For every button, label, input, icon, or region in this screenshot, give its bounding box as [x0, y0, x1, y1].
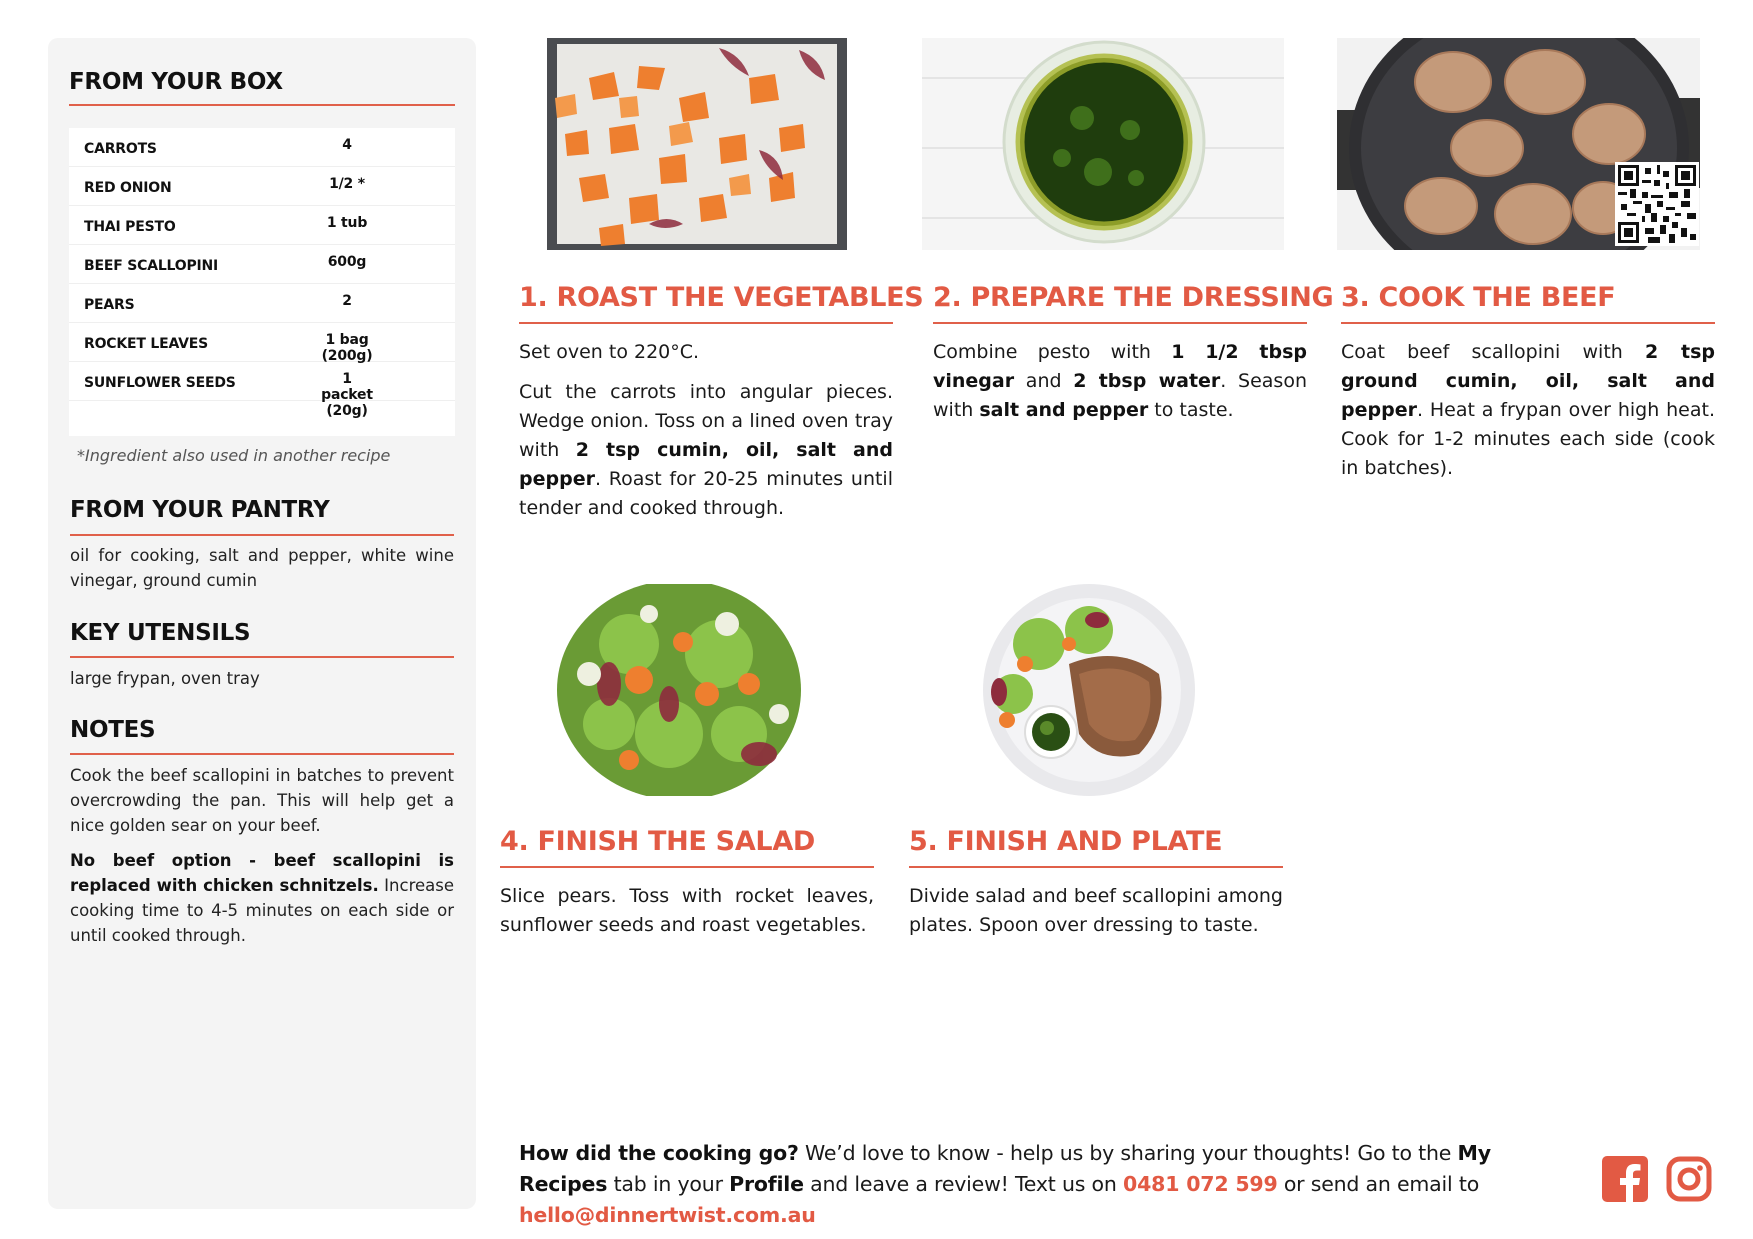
step-5-body: Divide salad and beef scallopini among plates. Spoon over dressing to taste. — [909, 885, 1283, 936]
utensils-heading: KEY UTENSILS — [70, 620, 251, 646]
ingredient-name: CARROTS — [84, 141, 157, 157]
step-1-line-2 — [519, 378, 893, 523]
ingredient-row — [69, 167, 455, 206]
heading-rule — [69, 104, 455, 106]
step-5-photo — [929, 584, 1271, 796]
step-1-text: . Roast for 20-25 minutes until tender and cooked through. — [519, 468, 893, 519]
step-2-text: to taste. — [1148, 399, 1234, 421]
ingredient-row — [69, 206, 455, 245]
utensils-text: large frypan, oven tray — [70, 669, 260, 688]
ingredient-row — [69, 323, 455, 362]
ingredient-name: ROCKET LEAVES — [84, 336, 209, 352]
notes-rest: Increase cooking time to 4-5 minutes on each side or until cooked through. — [70, 876, 454, 945]
step-5-title: 5. FINISH AND PLATE — [909, 826, 1223, 857]
feedback-text-part: We’d love to know - help us by sharing your thoughts! Go to the — [798, 1141, 1458, 1165]
sidebar-panel — [48, 38, 476, 1209]
ingredient-qty: 4 — [342, 137, 352, 153]
step-2-text: and — [1014, 370, 1074, 392]
step-2-body — [933, 338, 1307, 436]
instagram-icon[interactable] — [1666, 1156, 1712, 1202]
ingredient-qty: 600g — [327, 254, 367, 270]
ingredient-name: RED ONION — [84, 180, 172, 196]
ingredient-row — [69, 128, 455, 167]
my-recipes-tab-ref: My Recipes — [519, 1141, 1491, 1196]
heading-rule — [70, 534, 454, 536]
ingredient-footnote: *Ingredient also used in another recipe — [77, 446, 391, 465]
step-2-bold: 2 tbsp water — [1073, 370, 1221, 392]
email-link[interactable]: hello@dinnertwist.com.au — [519, 1203, 816, 1227]
heading-rule — [70, 656, 454, 658]
step-2-text: . Season with — [933, 370, 1307, 421]
ingredient-name: PEARS — [84, 297, 135, 313]
step-4-photo — [519, 584, 861, 796]
ingredient-row — [69, 362, 455, 419]
feedback-text-part: or send an email to — [1277, 1172, 1480, 1196]
step-3-body — [1341, 338, 1715, 494]
feedback-text-part: and leave a review! Text us on — [803, 1172, 1123, 1196]
step-rule — [1341, 322, 1715, 324]
from-your-box-heading: FROM YOUR BOX — [69, 69, 283, 95]
step-rule — [500, 866, 874, 868]
step-1-body — [519, 338, 893, 534]
profile-ref: Profile — [729, 1172, 804, 1196]
facebook-icon[interactable] — [1602, 1156, 1648, 1202]
notes-bold: No beef option - beef scallopini is replaced with chicken schnitzels. — [70, 851, 454, 895]
step-rule — [519, 322, 893, 324]
ingredient-name: SUNFLOWER SEEDS — [84, 375, 236, 391]
ingredient-qty: 1 packet (20g) — [321, 371, 373, 419]
step-1-bold: 2 tsp cumin, oil, salt and pepper — [519, 439, 893, 490]
notes-no-beef-option — [70, 848, 454, 948]
feedback-text-part: tab in your — [607, 1172, 730, 1196]
step-1-line-1: Set oven to 220°C. — [519, 341, 700, 363]
pantry-text: oil for cooking, salt and pepper, white wine vinegar, ground cumin — [70, 546, 454, 590]
step-2-text: Combine pesto with — [933, 341, 1172, 363]
ingredient-name: THAI PESTO — [84, 219, 176, 235]
feedback-text — [519, 1138, 1559, 1231]
ingredients-table — [69, 128, 455, 436]
ingredient-qty: 2 — [342, 293, 352, 309]
step-2-bold: salt and pepper — [979, 399, 1149, 421]
pantry-heading: FROM YOUR PANTRY — [70, 497, 330, 523]
ingredient-qty: 1/2 * — [329, 176, 365, 192]
step-1-title: 1. ROAST THE VEGETABLES — [519, 282, 924, 313]
ingredient-qty: 1 bag (200g) — [321, 332, 373, 364]
ingredient-row — [69, 284, 455, 323]
step-2-photo — [922, 38, 1284, 250]
ingredient-name: BEEF SCALLOPINI — [84, 258, 219, 274]
qr-code-icon[interactable] — [1615, 162, 1699, 246]
ingredient-qty: 1 tub — [326, 215, 368, 231]
step-2-title: 2. PREPARE THE DRESSING — [933, 282, 1334, 313]
step-2-bold: 1 1/2 tbsp vinegar — [933, 341, 1307, 392]
feedback-question: How did the cooking go? — [519, 1141, 799, 1165]
step-4-body: Slice pears. Toss with rocket leaves, sunflower seeds and roast vegetables. — [500, 885, 874, 936]
phone-link[interactable]: 0481 072 599 — [1123, 1172, 1278, 1196]
heading-rule — [70, 753, 454, 755]
step-rule — [933, 322, 1307, 324]
step-3-text: Coat beef scallopini with — [1341, 341, 1646, 363]
step-rule — [909, 866, 1283, 868]
notes-text: Cook the beef scallopini in batches to prevent overcrowding the pan. This will help get a nice golden sear on your beef. — [70, 766, 454, 835]
ingredient-row — [69, 245, 455, 284]
step-1-text: Cut the carrots into angular pieces. Wedge onion. Toss on a lined oven tray with — [519, 381, 893, 461]
step-3-text: . Heat a frypan over high heat. Cook for 1-2 minutes each side (cook in batches). — [1341, 399, 1715, 479]
step-3-bold: 2 tsp ground cumin, oil, salt and pepper — [1341, 341, 1715, 421]
step-3-title: 3. COOK THE BEEF — [1341, 282, 1616, 313]
step-1-photo — [519, 38, 881, 250]
step-4-title: 4. FINISH THE SALAD — [500, 826, 816, 857]
notes-heading: NOTES — [70, 717, 156, 743]
